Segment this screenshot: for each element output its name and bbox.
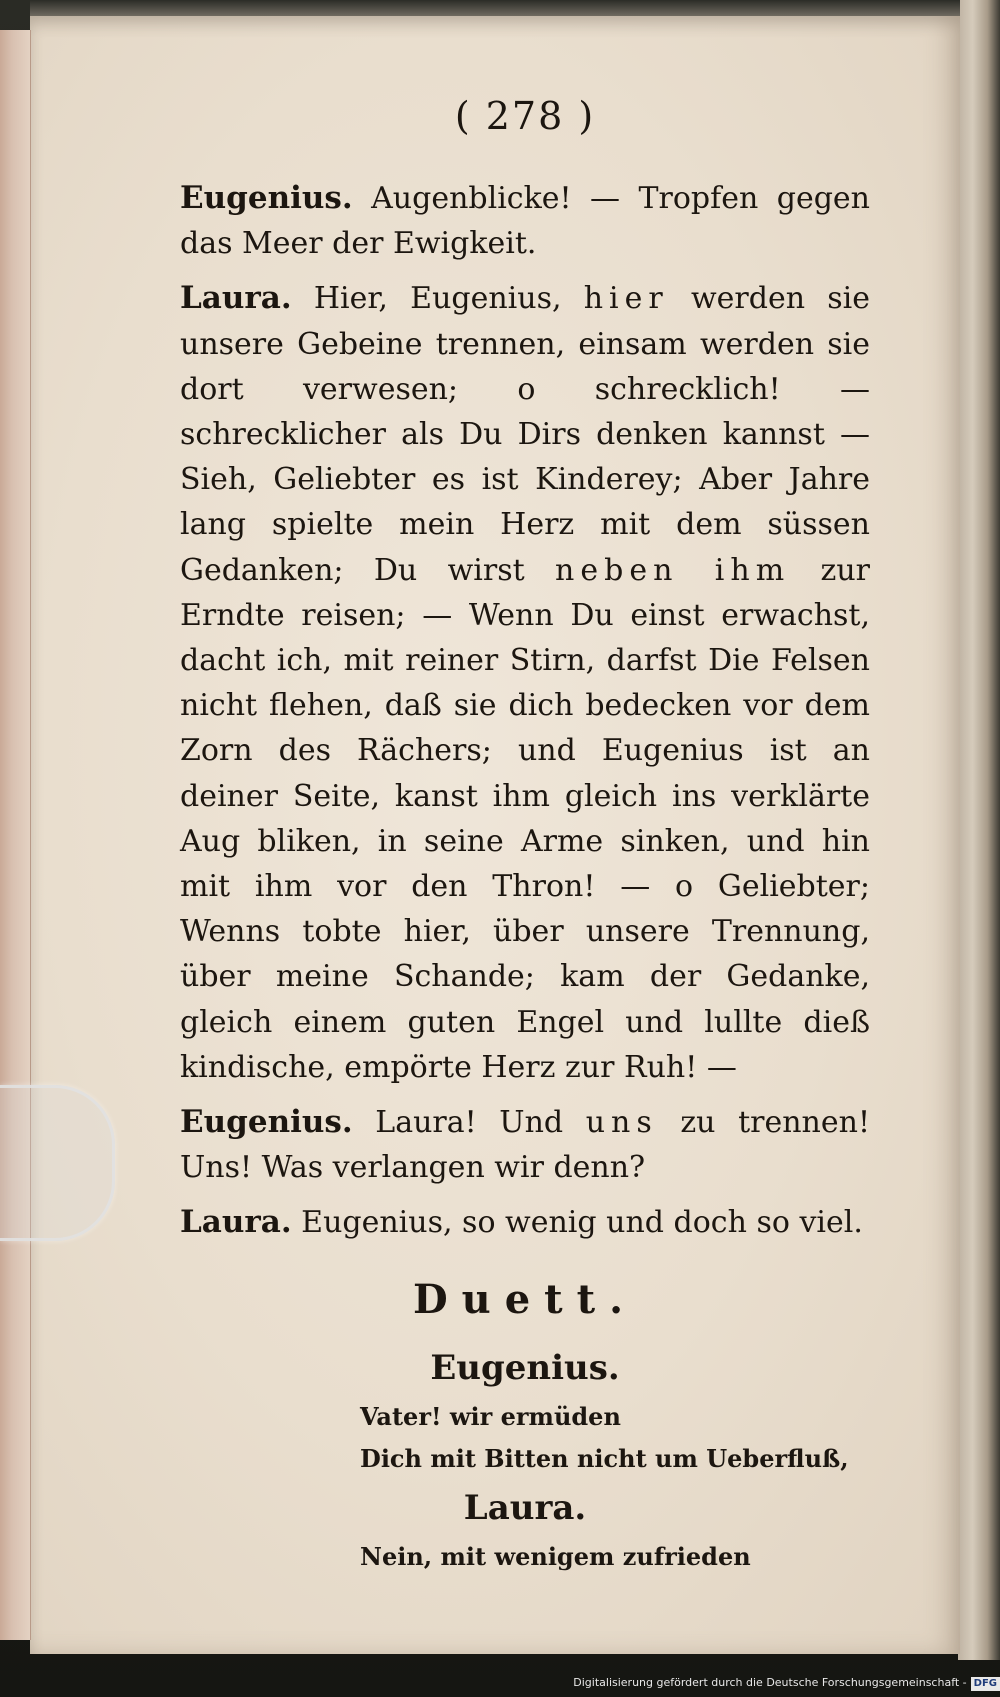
dialogue-text: Hier, Eugenius, [291,281,584,317]
duet-heading: Duett. [412,1275,638,1323]
emphasized-text: uns [585,1105,658,1141]
dialogue-text: zu trennen! Uns! Was verlangen wir denn? [180,1105,871,1186]
song-speaker: Eugenius. [430,1347,620,1388]
dialogue-paragraph [180,1200,870,1245]
emphasized-text: neben ihm [555,552,791,588]
dialogue-text: Laura! Und [352,1105,586,1141]
speaker-name: Laura. [180,1204,292,1241]
emphasized-text: hier [583,281,669,317]
dfg-logo: DFG [971,1677,1000,1691]
page-number: ( 278 ) [454,94,596,138]
page-edge-left [0,30,31,1640]
credit-text: Digitalisierung gefördert durch die Deutsche Forschungsgemeinschaft - [573,1676,967,1689]
dialogue-paragraph [180,1100,870,1190]
digitization-credit [540,1674,1000,1692]
page-clip [0,1085,115,1241]
verse-line: Dich mit Bitten nicht um Ueberfluß, [360,1443,849,1473]
verse-line: Vater! wir ermüden [360,1401,621,1431]
page-text [180,90,870,1578]
binding-shadow [30,0,960,16]
speaker-name: Eugenius. [180,1104,353,1141]
dialogue-text: zur Erndte reisen; — Wenn Du einst erwachst, dacht ich, mit reiner Stirn, darfst Die Felsen nicht flehen, daß sie dich bedecken vor dem Zorn des Rächers; und Eugenius ist an deiner Seite, kanst ihm gleich ins verklärte Aug bliken, in seine Arme sinken, und hin mit ihm vor den Thron! — o Geliebter; Wenns tobte hier, über unsere Trennung, über meine Schande; kam der Gedanke, gleich einem guten Engel und lullte dieß kindische, empörte Herz zur Ruh! — [180,552,870,1085]
dialogue-text: werden sie unsere Gebeine trennen, einsam werden sie dort verwesen; o schrecklich! — schrecklicher als Du Dirs denken kannst — Sieh, Geliebter es ist Kinderey; Aber Jahre lang spielte mein Herz mit dem süssen Gedanken; Du wirst [180,281,870,588]
speaker-name: Laura. [180,280,292,317]
dialogue-text: Augenblicke! — Tropfen gegen das Meer der Ewigkeit. [180,181,870,262]
speaker-name: Eugenius. [180,180,353,216]
song-speaker: Laura. [463,1487,587,1528]
dialogue-text: Eugenius, so wenig und doch so viel. [291,1205,863,1241]
verse-line: Nein, mit wenigem zufrieden [360,1541,751,1571]
dialogue-paragraph [180,276,870,1090]
page-edge-right [958,0,1000,1660]
dialogue-paragraph [180,176,870,266]
